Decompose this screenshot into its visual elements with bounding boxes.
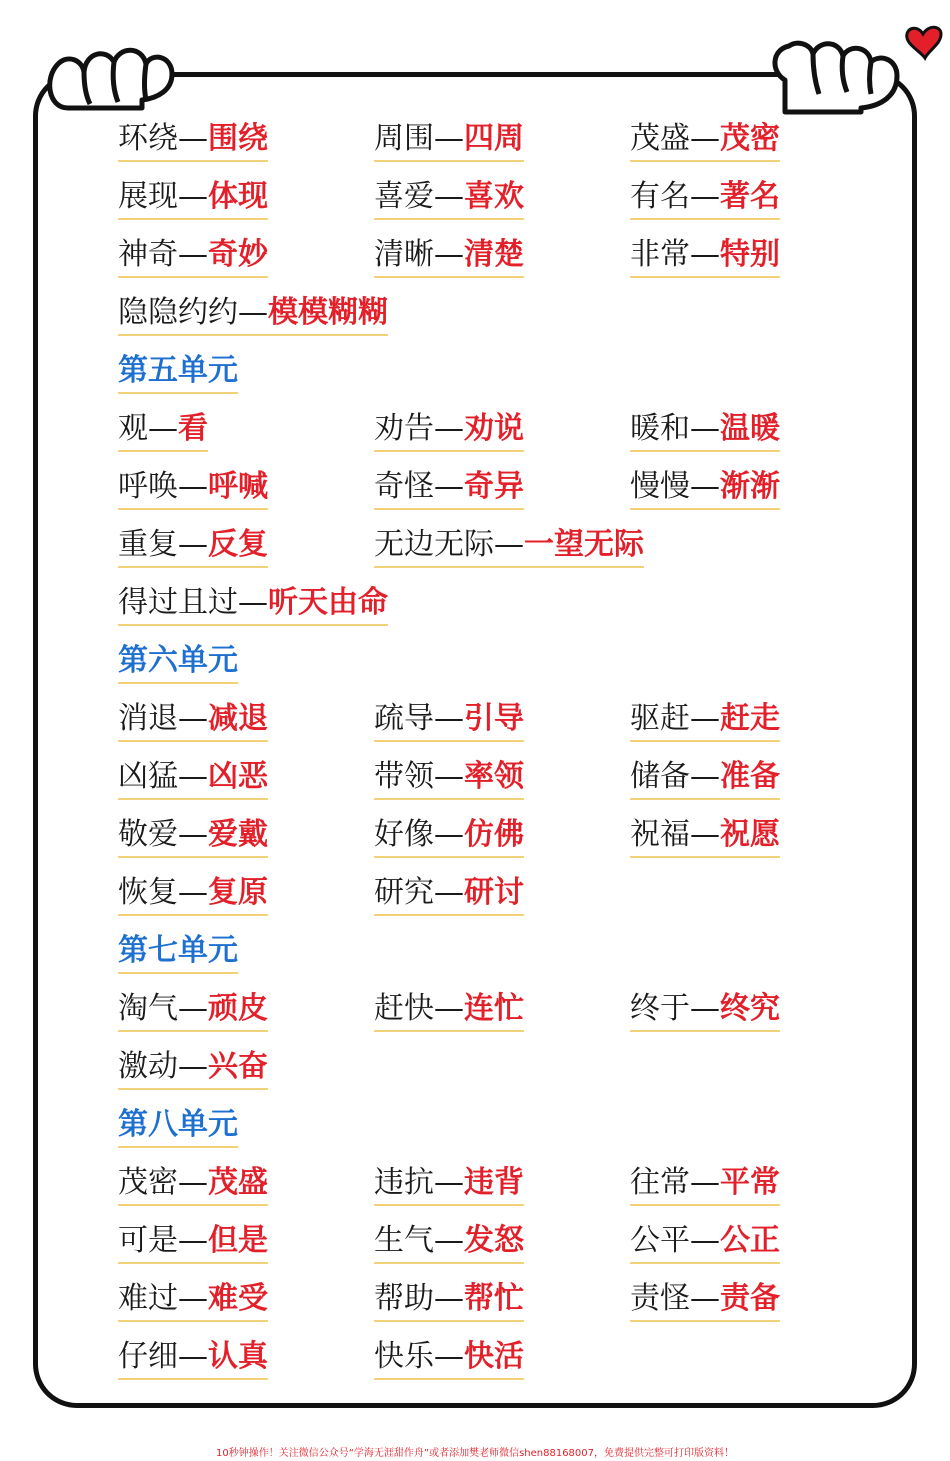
dash-separator: — — [178, 121, 208, 156]
dash-separator: — — [434, 991, 464, 1026]
synonym: 体现 — [208, 179, 268, 214]
synonym: 率领 — [464, 759, 524, 794]
word: 周围 — [374, 121, 434, 156]
synonym-pair — [118, 814, 268, 858]
synonym: 看 — [178, 411, 208, 446]
synonym-pair — [118, 756, 268, 800]
word: 激动 — [118, 1049, 178, 1084]
word: 劝告 — [374, 411, 434, 446]
dash-separator: — — [690, 121, 720, 156]
synonym: 祝愿 — [720, 817, 780, 852]
synonym-pair — [374, 1162, 524, 1206]
synonym-pair — [374, 524, 644, 568]
heart-icon — [907, 27, 941, 58]
synonym-pair — [630, 234, 780, 278]
synonym-pair — [630, 1162, 780, 1206]
word: 淘气 — [118, 991, 178, 1026]
synonym-pair — [374, 872, 524, 916]
synonym-pair — [374, 466, 524, 510]
synonym-pair — [374, 756, 524, 800]
synonym-pair — [374, 1278, 524, 1322]
section-heading-row — [118, 634, 838, 692]
word: 奇怪 — [374, 469, 434, 504]
word: 储备 — [630, 759, 690, 794]
word: 喜爱 — [374, 179, 434, 214]
section-heading: 第七单元 — [118, 930, 238, 974]
synonym-row — [118, 808, 838, 866]
dash-separator: — — [690, 1223, 720, 1258]
synonym: 爱戴 — [208, 817, 268, 852]
word: 祝福 — [630, 817, 690, 852]
section-heading-row — [118, 344, 838, 402]
synonym-row — [118, 1330, 838, 1388]
word: 隐隐约约 — [118, 295, 238, 330]
word: 茂密 — [118, 1165, 178, 1200]
synonym: 责备 — [720, 1281, 780, 1316]
synonym: 凶恶 — [208, 759, 268, 794]
synonym: 围绕 — [208, 121, 268, 156]
synonym-pair — [374, 408, 524, 452]
synonym: 茂密 — [720, 121, 780, 156]
synonym: 研讨 — [464, 875, 524, 910]
dash-separator: — — [434, 469, 464, 504]
synonym-pair — [630, 698, 780, 742]
dash-separator: — — [238, 585, 268, 620]
synonym: 发怒 — [464, 1223, 524, 1258]
word: 违抗 — [374, 1165, 434, 1200]
synonym-pair — [374, 1220, 524, 1264]
synonym-pair — [630, 466, 780, 510]
synonym-pair — [118, 1220, 268, 1264]
synonym: 喜欢 — [464, 179, 524, 214]
synonym: 特别 — [720, 237, 780, 272]
synonym: 减退 — [208, 701, 268, 736]
synonym-pair — [118, 1336, 268, 1380]
synonym: 茂盛 — [208, 1165, 268, 1200]
synonym-pair — [630, 408, 780, 452]
dash-separator: — — [178, 1281, 208, 1316]
synonym: 劝说 — [464, 411, 524, 446]
dash-separator: — — [434, 237, 464, 272]
word: 恢复 — [118, 875, 178, 910]
section-heading: 第五单元 — [118, 350, 238, 394]
synonym-pair — [118, 118, 268, 162]
section-heading: 第六单元 — [118, 640, 238, 684]
synonym-row — [118, 460, 838, 518]
synonym-pair — [374, 176, 524, 220]
word: 展现 — [118, 179, 178, 214]
synonym-row — [118, 692, 838, 750]
word: 无边无际 — [374, 527, 494, 562]
synonym-pair — [630, 1278, 780, 1322]
synonym-pair — [118, 1162, 268, 1206]
dash-separator: — — [434, 179, 464, 214]
synonym: 公正 — [720, 1223, 780, 1258]
synonym: 模模糊糊 — [268, 295, 388, 330]
synonym: 四周 — [464, 121, 524, 156]
word: 疏导 — [374, 701, 434, 736]
word: 责怪 — [630, 1281, 690, 1316]
synonym-pair — [374, 118, 524, 162]
synonym: 帮忙 — [464, 1281, 524, 1316]
section-heading-row — [118, 924, 838, 982]
word: 有名 — [630, 179, 690, 214]
synonym-row — [118, 228, 838, 286]
synonym-list — [118, 112, 838, 1388]
dash-separator: — — [178, 875, 208, 910]
synonym-pair — [118, 698, 268, 742]
synonym-row — [118, 170, 838, 228]
synonym-row — [118, 112, 838, 170]
synonym-pair — [374, 988, 524, 1032]
dash-separator: — — [690, 179, 720, 214]
dash-separator: — — [494, 527, 524, 562]
synonym: 难受 — [208, 1281, 268, 1316]
synonym: 连忙 — [464, 991, 524, 1026]
word: 慢慢 — [630, 469, 690, 504]
dash-separator: — — [178, 1049, 208, 1084]
synonym: 赶走 — [720, 701, 780, 736]
synonym-pair — [630, 988, 780, 1032]
synonym: 但是 — [208, 1223, 268, 1258]
word: 得过且过 — [118, 585, 238, 620]
dash-separator: — — [434, 759, 464, 794]
synonym-row — [118, 750, 838, 808]
synonym-pair — [118, 872, 268, 916]
word: 神奇 — [118, 237, 178, 272]
synonym: 反复 — [208, 527, 268, 562]
synonym: 著名 — [720, 179, 780, 214]
synonym: 复原 — [208, 875, 268, 910]
synonym-pair — [630, 756, 780, 800]
synonym: 快活 — [464, 1339, 524, 1374]
dash-separator: — — [178, 759, 208, 794]
dash-separator: — — [434, 1165, 464, 1200]
synonym: 违背 — [464, 1165, 524, 1200]
dash-separator: — — [238, 295, 268, 330]
synonym-pair — [118, 466, 268, 510]
dash-separator: — — [690, 411, 720, 446]
synonym-row — [118, 1214, 838, 1272]
synonym-row — [118, 982, 838, 1040]
dash-separator: — — [178, 1339, 208, 1374]
dash-separator: — — [178, 991, 208, 1026]
word: 赶快 — [374, 991, 434, 1026]
synonym: 认真 — [208, 1339, 268, 1374]
synonym: 平常 — [720, 1165, 780, 1200]
dash-separator: — — [690, 237, 720, 272]
dash-separator: — — [178, 1165, 208, 1200]
word: 快乐 — [374, 1339, 434, 1374]
dash-separator: — — [690, 991, 720, 1026]
synonym: 顽皮 — [208, 991, 268, 1026]
synonym-pair — [118, 234, 268, 278]
dash-separator: — — [178, 527, 208, 562]
synonym: 清楚 — [464, 237, 524, 272]
word: 凶猛 — [118, 759, 178, 794]
dash-separator: — — [690, 1165, 720, 1200]
synonym: 听天由命 — [268, 585, 388, 620]
dash-separator: — — [178, 817, 208, 852]
synonym-pair — [118, 408, 208, 452]
synonym-row — [118, 1156, 838, 1214]
word: 敬爱 — [118, 817, 178, 852]
word: 好像 — [374, 817, 434, 852]
dash-separator: — — [434, 1281, 464, 1316]
synonym-row — [118, 286, 838, 344]
word: 公平 — [630, 1223, 690, 1258]
dash-separator: — — [690, 817, 720, 852]
word: 观 — [118, 411, 148, 446]
synonym: 准备 — [720, 759, 780, 794]
word: 可是 — [118, 1223, 178, 1258]
synonym-row — [118, 1040, 838, 1098]
synonym-pair — [374, 698, 524, 742]
dash-separator: — — [434, 411, 464, 446]
footer-note: 10秒钟操作！关注微信公众号“学海无涯甜作舟”或者添加樊老师微信shen88168007，免费提供完整可打印版资料！ — [215, 1448, 735, 1459]
synonym-pair — [630, 814, 780, 858]
synonym-pair — [630, 1220, 780, 1264]
synonym-pair — [118, 582, 388, 626]
synonym-pair — [118, 292, 388, 336]
synonym-pair — [118, 988, 268, 1032]
synonym-pair — [374, 814, 524, 858]
synonym-row — [118, 1272, 838, 1330]
word: 终于 — [630, 991, 690, 1026]
synonym-row — [118, 576, 838, 634]
synonym-pair — [630, 176, 780, 220]
dash-separator: — — [178, 469, 208, 504]
word: 非常 — [630, 237, 690, 272]
synonym-row — [118, 866, 838, 924]
dash-separator: — — [178, 701, 208, 736]
synonym-pair — [374, 234, 524, 278]
synonym: 仿佛 — [464, 817, 524, 852]
synonym: 兴奋 — [208, 1049, 268, 1084]
synonym: 奇妙 — [208, 237, 268, 272]
synonym-pair — [118, 1278, 268, 1322]
dash-separator: — — [148, 411, 178, 446]
dash-separator: — — [178, 179, 208, 214]
dash-separator: — — [178, 237, 208, 272]
synonym: 终究 — [720, 991, 780, 1026]
word: 仔细 — [118, 1339, 178, 1374]
synonym: 引导 — [464, 701, 524, 736]
synonym-pair — [118, 524, 268, 568]
cartoon-hand-right-icon — [765, 20, 945, 120]
word: 消退 — [118, 701, 178, 736]
dash-separator: — — [434, 817, 464, 852]
dash-separator: — — [690, 1281, 720, 1316]
dash-separator: — — [434, 701, 464, 736]
section-heading: 第八单元 — [118, 1104, 238, 1148]
dash-separator: — — [690, 701, 720, 736]
word: 重复 — [118, 527, 178, 562]
synonym-row — [118, 518, 838, 576]
dash-separator: — — [690, 469, 720, 504]
synonym: 呼喊 — [208, 469, 268, 504]
word: 帮助 — [374, 1281, 434, 1316]
synonym: 一望无际 — [524, 527, 644, 562]
synonym-pair — [374, 1336, 524, 1380]
dash-separator: — — [434, 1223, 464, 1258]
word: 暖和 — [630, 411, 690, 446]
word: 往常 — [630, 1165, 690, 1200]
section-heading-row — [118, 1098, 838, 1156]
word: 环绕 — [118, 121, 178, 156]
word: 驱赶 — [630, 701, 690, 736]
word: 带领 — [374, 759, 434, 794]
word: 生气 — [374, 1223, 434, 1258]
dash-separator: — — [434, 875, 464, 910]
word: 难过 — [118, 1281, 178, 1316]
dash-separator: — — [434, 121, 464, 156]
synonym: 渐渐 — [720, 469, 780, 504]
synonym-pair — [118, 1046, 268, 1090]
word: 清晰 — [374, 237, 434, 272]
word: 呼唤 — [118, 469, 178, 504]
dash-separator: — — [690, 759, 720, 794]
word: 茂盛 — [630, 121, 690, 156]
word: 研究 — [374, 875, 434, 910]
synonym-pair — [118, 176, 268, 220]
dash-separator: — — [434, 1339, 464, 1374]
synonym: 奇异 — [464, 469, 524, 504]
dash-separator: — — [178, 1223, 208, 1258]
synonym-pair — [630, 118, 780, 162]
cartoon-hand-left-icon — [38, 38, 188, 114]
synonym: 温暖 — [720, 411, 780, 446]
synonym-row — [118, 402, 838, 460]
